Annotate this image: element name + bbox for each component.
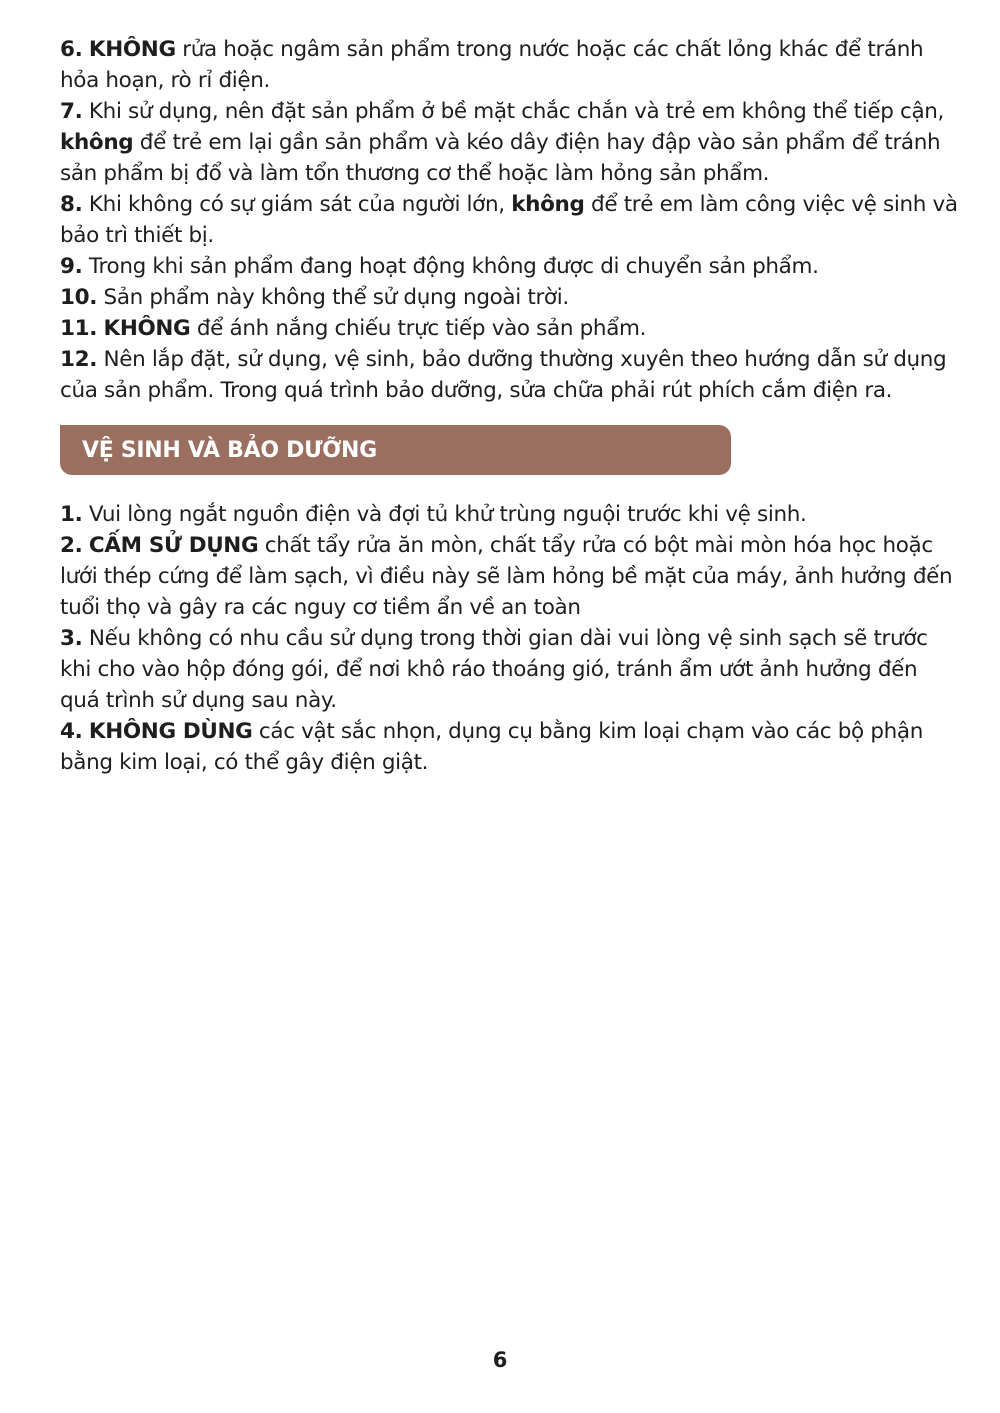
item-number: 9. xyxy=(60,254,83,279)
item-emphasis: không xyxy=(60,130,134,155)
item-emphasis: KHÔNG xyxy=(103,316,191,341)
item-number: 11. xyxy=(60,316,98,341)
item-number: 7. xyxy=(60,99,83,124)
list-item-9 xyxy=(60,251,960,282)
section-title: VỆ SINH VÀ BẢO DƯỠNG xyxy=(82,437,377,463)
page-number: 6 xyxy=(492,1348,508,1372)
item-text-pre: Trong khi sản phẩm đang hoạt động không được di chuyển sản phẩm. xyxy=(82,254,819,279)
item-text-post: chất tẩy rửa ăn mòn, chất tẩy rửa có bột mài mòn hóa học hoặc lưới thép cứng để làm sạch, vì điều này sẽ làm hỏng bề mặt của máy, ảnh hưởng đến tuổi thọ và gây ra các nguy cơ tiềm ẩn về an toàn xyxy=(60,533,953,620)
item-emphasis: CẤM SỬ DỤNG xyxy=(88,533,259,558)
item-number: 1. xyxy=(60,502,83,527)
item-text-pre: Nên lắp đặt, sử dụng, vệ sinh, bảo dưỡng thường xuyên theo hướng dẫn sử dụng của sản phẩm. Trong quá trình bảo dưỡng, sửa chữa phải rút phích cắm điện ra. xyxy=(60,347,947,403)
safety-list xyxy=(60,34,960,406)
item-number: 4. xyxy=(60,719,83,744)
list-item-1 xyxy=(60,499,960,530)
item-text-pre: Sản phẩm này không thể sử dụng ngoài trời. xyxy=(97,285,569,310)
list-item-4 xyxy=(60,716,960,778)
list-item-6 xyxy=(60,34,960,96)
item-text-post: để ánh nắng chiếu trực tiếp vào sản phẩm. xyxy=(190,316,647,341)
item-number: 12. xyxy=(60,347,98,372)
item-emphasis: KHÔNG xyxy=(88,37,176,62)
list-item-2 xyxy=(60,530,960,623)
list-item-7 xyxy=(60,96,960,189)
item-number: 6. xyxy=(60,37,83,62)
item-text-post: để trẻ em làm công việc vệ sinh và bảo trì thiết bị. xyxy=(60,192,958,248)
item-text-pre: Khi sử dụng, nên đặt sản phẩm ở bề mặt chắc chắn và trẻ em không thể tiếp cận, xyxy=(82,99,945,124)
item-text-post: các vật sắc nhọn, dụng cụ bằng kim loại chạm vào các bộ phận bằng kim loại, có thể gây điện giật. xyxy=(60,719,924,775)
item-number: 10. xyxy=(60,285,98,310)
item-emphasis: KHÔNG DÙNG xyxy=(88,719,253,744)
list-item-10 xyxy=(60,282,960,313)
item-text-post: rửa hoặc ngâm sản phẩm trong nước hoặc các chất lỏng khác để tránh hỏa hoạn, rò rỉ điện. xyxy=(60,37,924,93)
list-item-12 xyxy=(60,344,960,406)
section-header-cleaning xyxy=(60,425,731,475)
item-number: 2. xyxy=(60,533,83,558)
document-page xyxy=(60,34,960,778)
item-text-pre: Nếu không có nhu cầu sử dụng trong thời gian dài vui lòng vệ sinh sạch sẽ trước khi cho vào hộp đóng gói, để nơi khô ráo thoáng gió, tránh ẩm ướt ảnh hưởng đến quá trình sử dụng sau này. xyxy=(60,626,928,713)
list-item-11 xyxy=(60,313,960,344)
item-text-pre: Khi không có sự giám sát của người lớn, xyxy=(82,192,512,217)
cleaning-list xyxy=(60,499,960,778)
item-text-post: để trẻ em lại gần sản phẩm và kéo dây điện hay đập vào sản phẩm để tránh sản phẩm bị đổ và làm tổn thương cơ thể hoặc làm hỏng sản phẩm. xyxy=(60,130,941,186)
item-emphasis: không xyxy=(511,192,585,217)
list-item-3 xyxy=(60,623,960,716)
list-item-8 xyxy=(60,189,960,251)
item-number: 3. xyxy=(60,626,83,651)
item-text-pre: Vui lòng ngắt nguồn điện và đợi tủ khử trùng nguội trước khi vệ sinh. xyxy=(82,502,807,527)
item-number: 8. xyxy=(60,192,83,217)
